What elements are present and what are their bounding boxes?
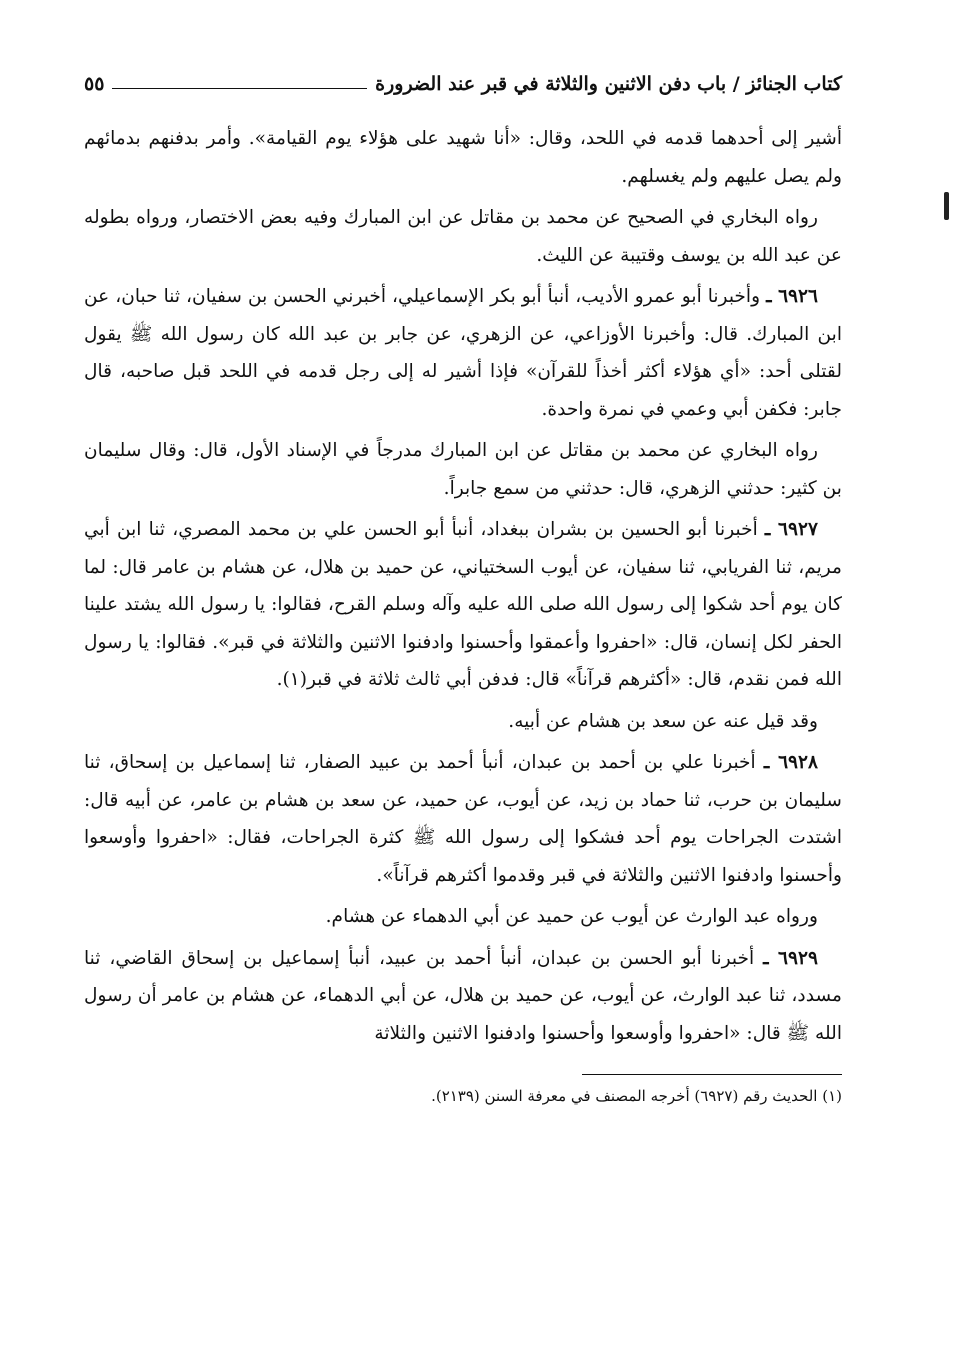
hadith-number: ٦٩٢٨ ـ bbox=[763, 752, 819, 773]
paragraph-text: أشير إلى أحدهما قدمه في اللحد، وقال: «أنا شهيد على هؤلاء يوم القيامة». وأمر بدفنهم بدمائهم ولم يصل عليهم ولم يغسلهم. bbox=[84, 128, 842, 187]
paragraph-text: ورواه عبد الوارث عن أيوب عن حميد عن أبي الدهماء عن هشام. bbox=[325, 906, 818, 927]
paragraph bbox=[84, 703, 842, 741]
paragraph-text: أخبرنا أبو الحسن بن عبدان، أنبأ أحمد بن عبيد، أنبأ إسماعيل بن إسحاق القاضي، ثنا مسدد، ثنا عبد الوارث، عن أيوب، عن حميد بن هلال، عن أبي الدهماء، عن هشام بن عامر أن رسول الله ﷺ قال: «احفروا وأوسعوا وأحسنوا وادفنوا الاثنين والثلاثة bbox=[84, 947, 842, 1044]
paragraph-text: وأخبرنا أبو عمرو الأديب، أنبأ أبو بكر الإسماعيلي، أخبرني الحسن بن سفيان، ثنا حبان، عن ابن المبارك. قال: وأخبرنا الأوزاعي، عن الزهري، عن جابر بن عبد الله كان رسول الله ﷺ يقول لقتلى أحد: «أي هؤلاء أكثر أخذاً للقرآن» فإذا أشير له إلى رجل قدمه في اللحد قبل صاحبه، قال جابر: فكفن أبي وعمي في نمرة واحدة. bbox=[84, 286, 842, 420]
hadith-number: ٦٩٢٩ ـ bbox=[763, 947, 818, 969]
paragraph bbox=[84, 898, 842, 936]
header-rule bbox=[112, 88, 367, 89]
margin-mark bbox=[944, 192, 949, 220]
hadith-paragraph bbox=[84, 744, 842, 894]
paragraph-text: رواه البخاري عن محمد بن مقاتل عن ابن المبارك مدرجاً في الإسناد الأول، قال: وقال سليمان بن كثير: حدثني الزهري، قال: حدثني من سمع جابراً. bbox=[84, 440, 842, 499]
paragraph bbox=[84, 199, 842, 274]
paragraph-text: أخبرنا علي بن أحمد بن عبدان، أنبأ أحمد بن عبيد الصفار، ثنا إسماعيل بن إسحاق، ثنا سليمان بن حرب، ثنا حماد بن زيد، عن أيوب، عن حميد، عن سعد بن هشام بن عامر، عن أبيه قال: اشتدت الجراحات يوم أحد فشكوا إلى رسول الله ﷺ كثرة الجراحات، فقال: «احفروا وأوسعوا وأحسنوا وادفنوا الاثنين والثلاثة في قبر وقدموا أكثرهم قرآناً». bbox=[84, 752, 842, 886]
footnote: (١) الحديث رقم (٦٩٢٧) أخرجه المصنف في معرفة السنن (٢١٣٩). bbox=[431, 1087, 842, 1105]
page-number: ٥٥ bbox=[84, 73, 105, 95]
hadith-number: ٦٩٢٦ ـ bbox=[766, 286, 819, 307]
paragraph bbox=[84, 120, 842, 195]
hadith-paragraph bbox=[84, 278, 842, 428]
paragraph bbox=[84, 432, 842, 507]
paragraph-text: أخبرنا أبو الحسين بن بشران ببغداد، أنبأ أبو الحسن علي بن محمد المصري، ثنا ابن أبي مريم، ثنا الفريابي، ثنا سفيان، عن أيوب السختياني، عن حميد بن هلال، عن هشام بن عامر قال: لما كان يوم أحد شكوا إلى رسول الله صلى الله عليه وآله وسلم القرح، فقالوا: يا رسول الله يشتد علينا الحفر لكل إنسان، قال: «احفروا وأعمقوا وأحسنوا وادفنوا الاثنين والثلاثة في قبر». فقالوا: يا رسول الله فمن نقدم، قال: «أكثرهم قرآناً» قال: فدفن أبي ثالث ثلاثة في قبر(١). bbox=[84, 519, 842, 690]
hadith-number: ٦٩٢٧ ـ bbox=[764, 519, 818, 540]
document-page bbox=[84, 62, 842, 1111]
document-body bbox=[84, 120, 842, 1052]
paragraph-text: وقد قيل عنه عن سعد بن هشام عن أبيه. bbox=[508, 710, 818, 732]
paragraph-text: رواه البخاري في الصحيح عن محمد بن مقاتل عن ابن المبارك وفيه بعض الاختصار، ورواه بطوله عن عبد الله بن يوسف وقتيبة عن الليث. bbox=[84, 207, 842, 266]
hadith-paragraph bbox=[84, 940, 842, 1053]
running-header bbox=[84, 62, 842, 106]
header-title: كتاب الجنائز / باب دفن الاثنين والثلاثة في قبر عند الضرورة bbox=[375, 73, 842, 95]
footnote-rule bbox=[582, 1074, 842, 1075]
hadith-paragraph bbox=[84, 511, 842, 699]
